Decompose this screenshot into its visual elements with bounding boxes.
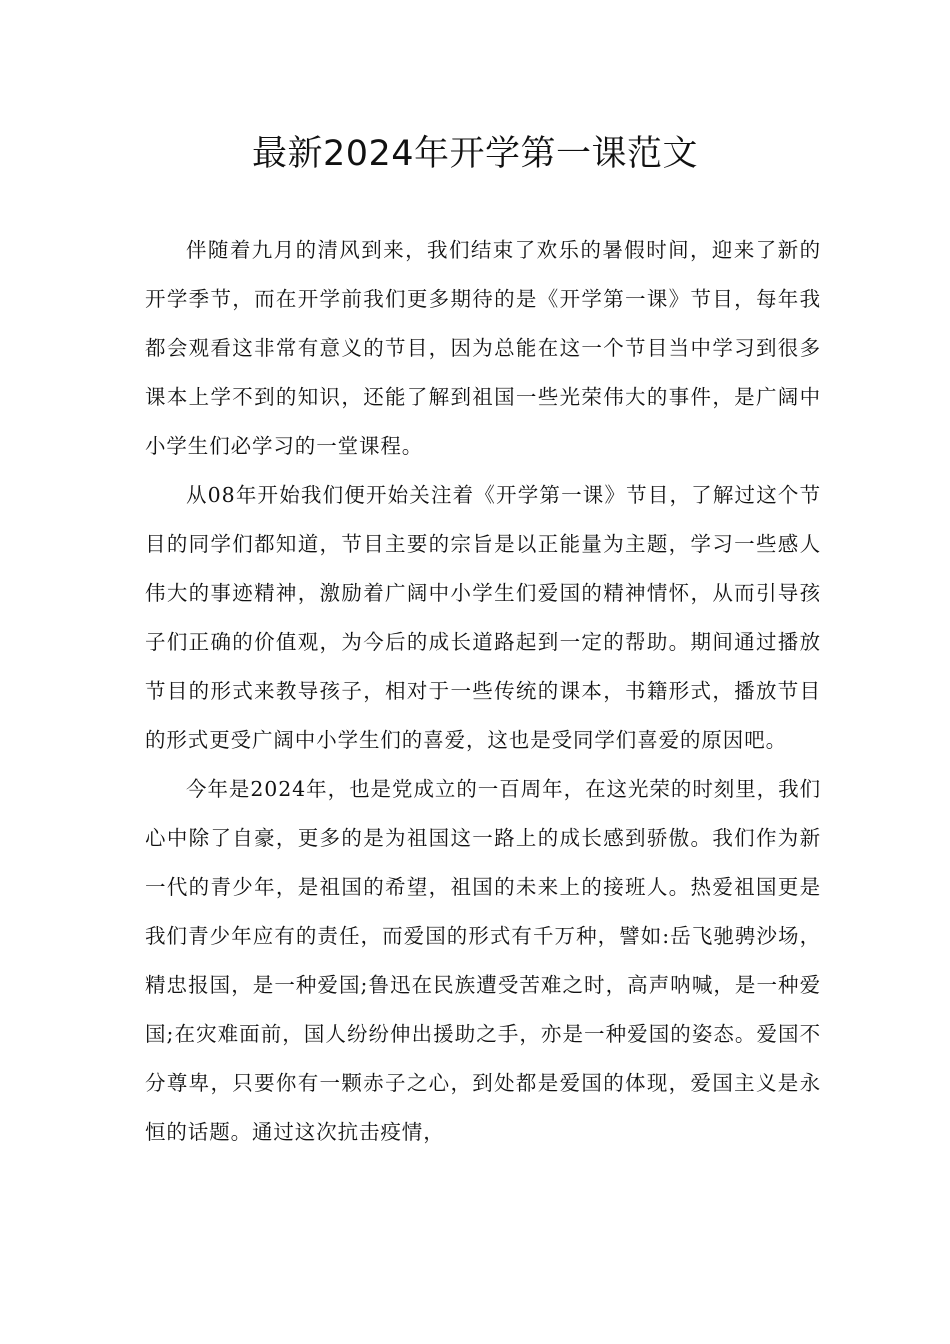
- paragraph-2: 从08年开始我们便开始关注着《开学第一课》节目，了解过这个节目的同学们都知道，节目主要的宗旨是以正能量为主题，学习一些感人伟大的事迹精神，激励着广阔中小学生们爱国的精神情怀，从而引导孩子们正确的价值观，为今后的成长道路起到一定的帮助。期间通过播放节目的形式来教导孩子，相对于一些传统的课本，书籍形式，播放节目的形式更受广阔中小学生们的喜爱，这也是受同学们喜爱的原因吧。: [145, 483, 821, 752]
- document-title: 最新2024年开学第一课范文: [251, 134, 699, 174]
- document-body: [145, 226, 821, 1157]
- paragraph-3: 今年是2024年，也是党成立的一百周年，在这光荣的时刻里，我们心中除了自豪，更多的是为祖国这一路上的成长感到骄傲。我们作为新一代的青少年，是祖国的希望，祖国的未来上的接班人。热爱祖国更是我们青少年应有的责任，而爱国的形式有千万种，譬如:岳飞驰骋沙场，精忠报国，是一种爱国;鲁迅在民族遭受苦难之时，高声呐喊，是一种爱国;在灾难面前，国人纷纷伸出援助之手，亦是一种爱国的姿态。爱国不分尊卑，只要你有一颗赤子之心，到处都是爱国的体现，爱国主义是永恒的话题。通过这次抗击疫情，: [145, 777, 821, 1144]
- paragraph-1: 伴随着九月的清风到来，我们结束了欢乐的暑假时间，迎来了新的开学季节，而在开学前我们更多期待的是《开学第一课》节目，每年我都会观看这非常有意义的节目，因为总能在这一个节目当中学习到很多课本上学不到的知识，还能了解到祖国一些光荣伟大的事件，是广阔中小学生们必学习的一堂课程。: [145, 238, 821, 458]
